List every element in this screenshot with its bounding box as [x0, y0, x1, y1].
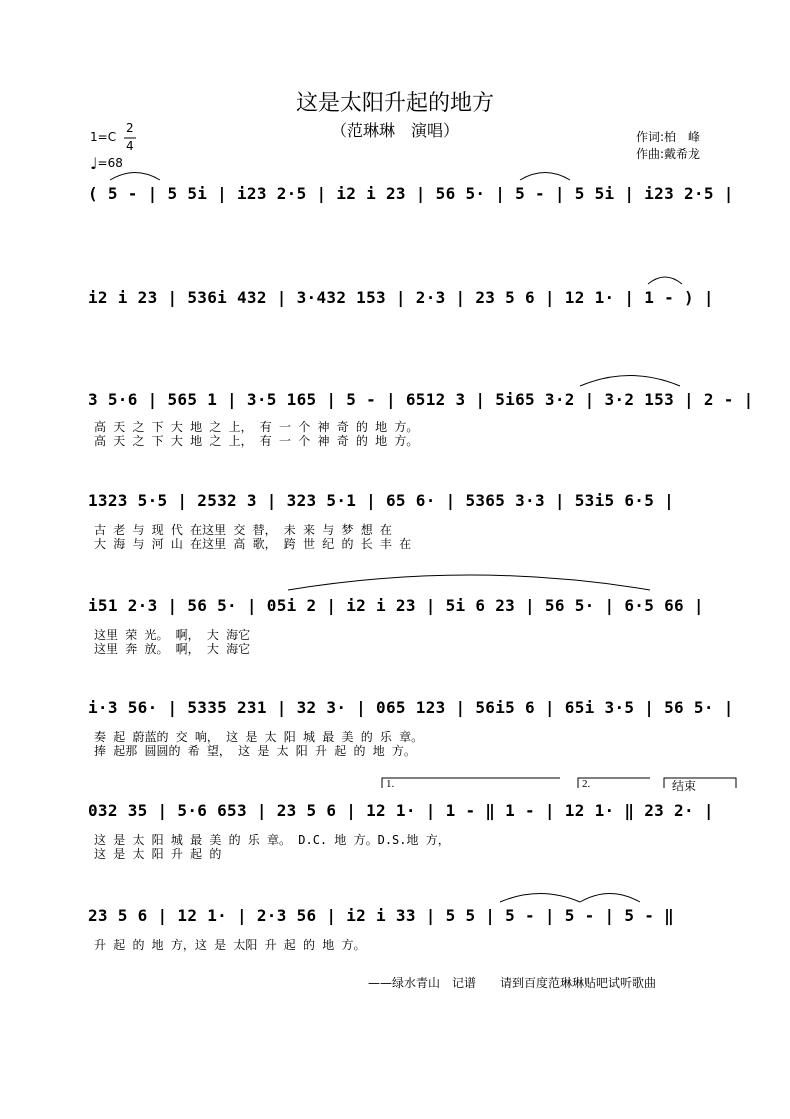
quarter-note-icon: ♩ [90, 154, 98, 173]
slur-arc [110, 173, 160, 181]
ending-bracket [664, 778, 736, 788]
transcriber-footer: ——绿水青山 记谱 请到百度范琳琳贴吧试听歌曲 [368, 976, 657, 990]
slur-arc [580, 376, 680, 387]
song-subtitle: （范琳琳 演唱） [330, 121, 459, 140]
slur-arc [288, 575, 650, 590]
time-signature-numerator: 2 [126, 121, 134, 135]
notation-system-1: ( 5 - | 5 5i | i23 2·5 | i2 i 23 | 56 5· | 5 - | 5 5i | i23 2·5 | [88, 184, 734, 203]
lyric-line-4b: 大 海 与 河 山 在这里 高 歌， 跨 世 纪 的 长 丰 在 [94, 537, 412, 551]
slur-arc [580, 894, 640, 903]
time-signature-denominator: 4 [126, 139, 134, 153]
key-signature: 1=C [90, 130, 117, 144]
lyric-line-7b: 这 是 太 阳 升 起 的 [94, 847, 222, 861]
lyric-line-5b: 这里 奔 放。 啊， 大 海它 [94, 642, 251, 656]
volta-2-label: 2. [582, 778, 591, 790]
lyric-line-6b: 捧 起那 圆圆的 希 望， 这 是 太 阳 升 起 的 地 方。 [94, 744, 416, 758]
lyricist-credit: 作词:柏 峰 [636, 130, 701, 144]
notation-system-5: i51 2·3 | 56 5· | 05i 2 | i2 i 23 | 5i 6 23 | 56 5· | 6·5 66 | [88, 596, 704, 615]
lyric-line-3a: 高 天 之 下 大 地 之 上， 有 一 个 神 奇 的 地 方。 [94, 420, 419, 434]
notation-system-4: 1323 5·5 | 2532 3 | 323 5·1 | 65 6· | 5365 3·3 | 53i5 6·5 | [88, 491, 675, 510]
slur-arc [500, 894, 580, 903]
notation-system-6: i·3 56· | 5335 231 | 32 3· | 065 123 | 56i5 6 | 65i 3·5 | 56 5· | [88, 698, 734, 717]
lyric-line-8: 升 起 的 地 方，这 是 太阳 升 起 的 地 方。 [94, 938, 366, 952]
notation-system-8: 23 5 6 | 12 1· | 2·3 56 | i2 i 33 | 5 5 | 5 - | 5 - | 5 - ‖ [88, 906, 675, 925]
slur-arc [520, 173, 570, 181]
notation-system-3: 3 5·6 | 565 1 | 3·5 165 | 5 - | 6512 3 | 5i65 3·2 | 3·2 153 | 2 - | [88, 390, 754, 409]
notation-system-7: 032 35 | 5·6 653 | 23 5 6 | 12 1· | 1 - ‖ 1 - | 12 1· ‖ 23 2· | [88, 801, 714, 820]
volta-1-bracket [382, 778, 560, 788]
ending-label: 结束 [672, 779, 697, 793]
lyric-line-7a: 这 是 太 阳 城 最 美 的 乐 章。 D.C. 地 方。D.S.地 方， [94, 833, 450, 847]
lyric-line-6a: 奏 起 蔚蓝的 交 响， 这 是 太 阳 城 最 美 的 乐 章。 [94, 730, 424, 744]
volta-1-label: 1. [386, 778, 395, 790]
lyric-line-5a: 这里 荣 光。 啊， 大 海它 [94, 628, 251, 642]
song-title: 这是太阳升起的地方 [295, 91, 494, 116]
notation-system-2: i2 i 23 | 536i 432 | 3·432 153 | 2·3 | 23 5 6 | 12 1· | 1 - ) | [88, 288, 714, 307]
lyric-line-4a: 古 老 与 现 代 在这里 交 替， 未 来 与 梦 想 在 [94, 523, 392, 537]
composer-credit: 作曲:戴希龙 [636, 147, 701, 161]
slur-arc [648, 277, 682, 284]
volta-2-bracket [578, 778, 650, 788]
lyric-line-3b: 高 天 之 下 大 地 之 上， 有 一 个 神 奇 的 地 方。 [94, 434, 419, 448]
tempo-value: =68 [97, 156, 123, 170]
